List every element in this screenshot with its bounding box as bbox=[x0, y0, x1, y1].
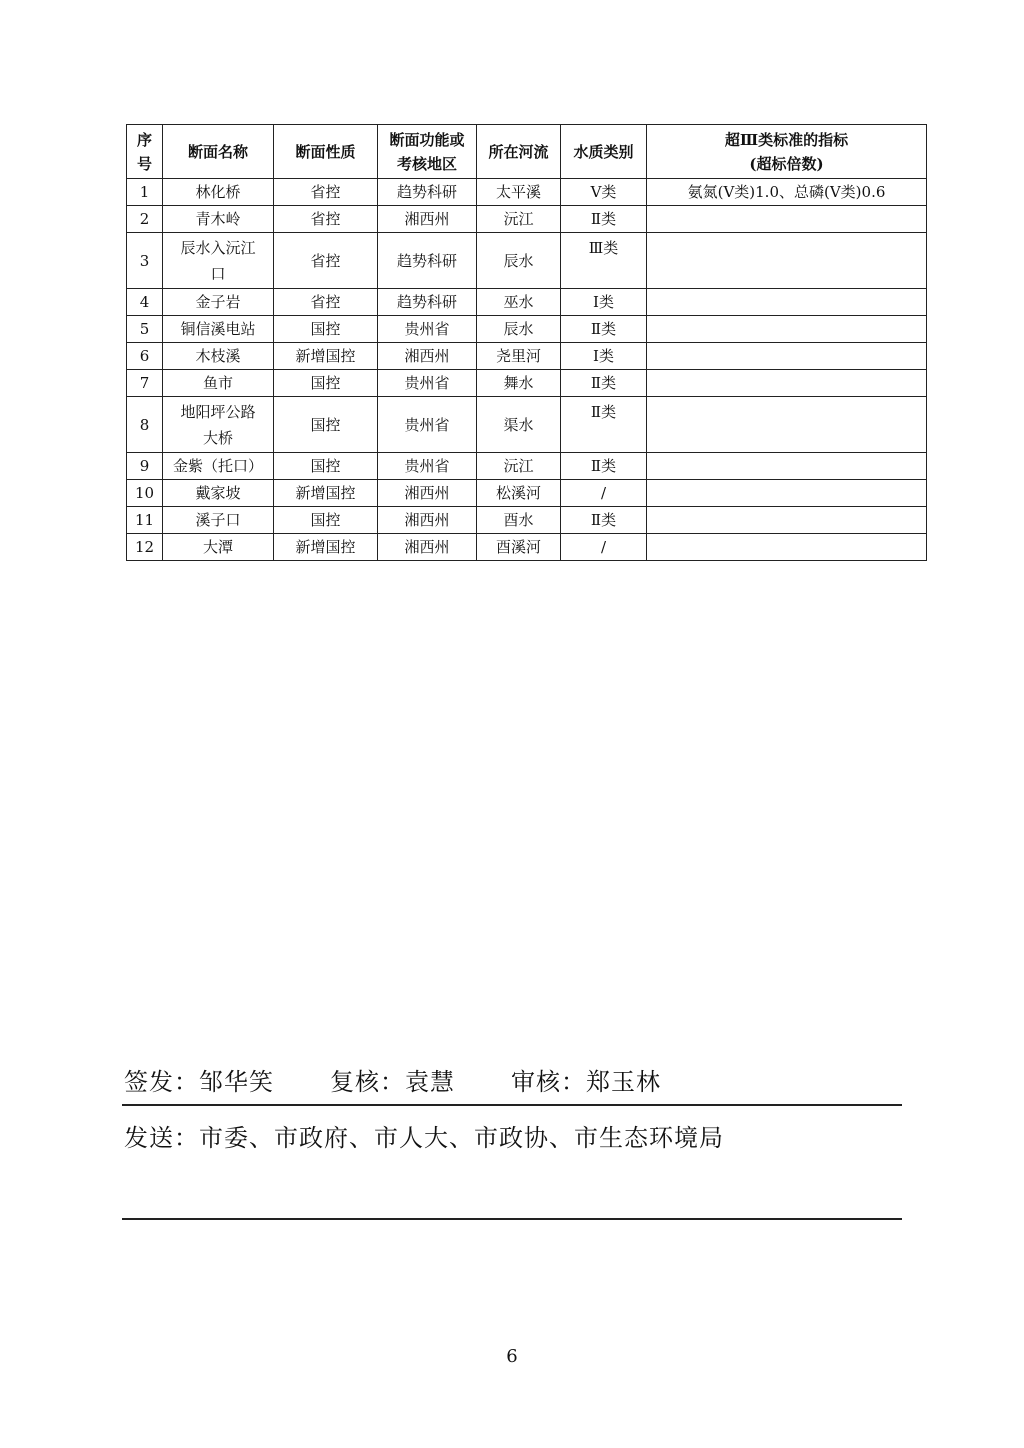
cell-seq: 9 bbox=[127, 453, 163, 480]
cell-nature: 省控 bbox=[274, 233, 378, 289]
header-exceed: 超Ⅲ类标准的指标 (超标倍数) bbox=[647, 125, 927, 179]
cell-name-line: 鱼市 bbox=[202, 374, 233, 392]
cell-exceed bbox=[647, 316, 927, 343]
page-number: 6 bbox=[506, 1346, 518, 1367]
cell-name-line: 金紫（托口） bbox=[172, 457, 263, 475]
cell-river: 巫水 bbox=[477, 289, 561, 316]
cell-class: Ⅱ类 bbox=[561, 507, 647, 534]
cell-nature: 省控 bbox=[274, 289, 378, 316]
cell-function: 贵州省 bbox=[378, 316, 477, 343]
distribution-line bbox=[124, 1118, 724, 1153]
cell-function: 趋势科研 bbox=[378, 289, 477, 316]
cell-name-line: 地阳坪公路 bbox=[180, 402, 256, 421]
cell-nature: 省控 bbox=[274, 206, 378, 233]
cell-function: 湘西州 bbox=[378, 534, 477, 561]
table-row bbox=[127, 453, 927, 480]
cell-name-line: 溪子口 bbox=[195, 511, 241, 529]
cell-name bbox=[163, 397, 274, 453]
table-row bbox=[127, 397, 927, 453]
cell-name-line: 大桥 bbox=[202, 428, 233, 447]
cell-river: 辰水 bbox=[477, 233, 561, 289]
cell-seq: 1 bbox=[127, 179, 163, 206]
cell-seq: 8 bbox=[127, 397, 163, 453]
cell-function: 趋势科研 bbox=[378, 233, 477, 289]
cell-class: Ⅱ类 bbox=[561, 370, 647, 397]
cell-name-line: 木枝溪 bbox=[195, 347, 241, 365]
cell-name bbox=[163, 534, 274, 561]
cell-exceed bbox=[647, 534, 927, 561]
cell-exceed: 氨氮(Ⅴ类)1.0、总磷(Ⅴ类)0.6 bbox=[647, 179, 927, 206]
cell-seq: 11 bbox=[127, 507, 163, 534]
cell-river: 酉溪河 bbox=[477, 534, 561, 561]
cell-river: 酉水 bbox=[477, 507, 561, 534]
auditor-name: 郑玉林 bbox=[586, 1068, 661, 1096]
cell-nature: 国控 bbox=[274, 370, 378, 397]
cell-name-line: 金子岩 bbox=[195, 293, 241, 311]
cell-exceed bbox=[647, 343, 927, 370]
send-label: 发送： bbox=[124, 1124, 199, 1152]
cell-name-line: 铜信溪电站 bbox=[180, 320, 256, 338]
cell-nature: 省控 bbox=[274, 179, 378, 206]
cell-nature: 国控 bbox=[274, 507, 378, 534]
cell-function: 湘西州 bbox=[378, 507, 477, 534]
cell-name-line: 戴家坡 bbox=[195, 484, 241, 502]
signer-label: 签发： bbox=[124, 1068, 199, 1096]
cell-name bbox=[163, 343, 274, 370]
cell-seq: 3 bbox=[127, 233, 163, 289]
cell-nature: 新增国控 bbox=[274, 343, 378, 370]
table-row bbox=[127, 316, 927, 343]
cell-name bbox=[163, 233, 274, 289]
cell-function: 湘西州 bbox=[378, 343, 477, 370]
cell-name bbox=[163, 370, 274, 397]
cell-river: 尧里河 bbox=[477, 343, 561, 370]
cell-name-line: 林化桥 bbox=[195, 183, 241, 201]
cell-function: 湘西州 bbox=[378, 480, 477, 507]
cell-exceed bbox=[647, 480, 927, 507]
cell-class: Ⅱ类 bbox=[561, 206, 647, 233]
signoff-line bbox=[124, 1062, 661, 1097]
header-function: 断面功能或 考核地区 bbox=[378, 125, 477, 179]
table-row bbox=[127, 343, 927, 370]
table-row bbox=[127, 233, 927, 289]
cell-class: Ⅰ类 bbox=[561, 289, 647, 316]
header-seq: 序 号 bbox=[127, 125, 163, 179]
cell-class: Ⅲ类 bbox=[561, 233, 647, 289]
cell-river: 沅江 bbox=[477, 206, 561, 233]
cell-name bbox=[163, 206, 274, 233]
cell-name bbox=[163, 453, 274, 480]
cell-name-line: 青木岭 bbox=[195, 210, 241, 228]
cell-class: Ⅱ类 bbox=[561, 397, 647, 453]
cell-name bbox=[163, 507, 274, 534]
auditor-label: 审核： bbox=[511, 1068, 586, 1096]
reviewer-label: 复核： bbox=[330, 1068, 405, 1096]
cell-function: 趋势科研 bbox=[378, 179, 477, 206]
cell-nature: 国控 bbox=[274, 316, 378, 343]
table-row bbox=[127, 534, 927, 561]
cell-name-line: 大潭 bbox=[202, 538, 233, 556]
cell-seq: 10 bbox=[127, 480, 163, 507]
cell-river: 渠水 bbox=[477, 397, 561, 453]
cell-class: Ⅱ类 bbox=[561, 316, 647, 343]
cell-exceed bbox=[647, 289, 927, 316]
send-recipients: 市委、市政府、市人大、市政协、市生态环境局 bbox=[199, 1124, 724, 1152]
signer-name: 邹华笑 bbox=[199, 1068, 274, 1096]
cell-exceed bbox=[647, 453, 927, 480]
cell-name-line: 口 bbox=[210, 264, 226, 283]
cell-river: 辰水 bbox=[477, 316, 561, 343]
cell-exceed bbox=[647, 233, 927, 289]
cell-name bbox=[163, 179, 274, 206]
cell-seq: 6 bbox=[127, 343, 163, 370]
cell-function: 湘西州 bbox=[378, 206, 477, 233]
cell-class: / bbox=[561, 480, 647, 507]
cell-exceed bbox=[647, 370, 927, 397]
header-nature: 断面性质 bbox=[274, 125, 378, 179]
header-class: 水质类别 bbox=[561, 125, 647, 179]
cell-name bbox=[163, 316, 274, 343]
cell-seq: 2 bbox=[127, 206, 163, 233]
cell-class: Ⅰ类 bbox=[561, 343, 647, 370]
cell-nature: 新增国控 bbox=[274, 534, 378, 561]
header-name: 断面名称 bbox=[163, 125, 274, 179]
table-row bbox=[127, 370, 927, 397]
header-river: 所在河流 bbox=[477, 125, 561, 179]
cell-name bbox=[163, 289, 274, 316]
cell-class: Ⅱ类 bbox=[561, 453, 647, 480]
cell-function: 贵州省 bbox=[378, 453, 477, 480]
table-header-row bbox=[127, 125, 927, 179]
cell-seq: 7 bbox=[127, 370, 163, 397]
reviewer-name: 袁慧 bbox=[405, 1068, 455, 1096]
table-row bbox=[127, 480, 927, 507]
cell-class: / bbox=[561, 534, 647, 561]
cell-name-line: 辰水入沅江 bbox=[180, 238, 256, 257]
cell-nature: 新增国控 bbox=[274, 480, 378, 507]
cell-function: 贵州省 bbox=[378, 397, 477, 453]
cell-nature: 国控 bbox=[274, 453, 378, 480]
divider-bottom bbox=[122, 1218, 902, 1220]
table-body bbox=[127, 179, 927, 561]
table-row bbox=[127, 507, 927, 534]
cell-seq: 5 bbox=[127, 316, 163, 343]
cell-name bbox=[163, 480, 274, 507]
cell-seq: 4 bbox=[127, 289, 163, 316]
cell-exceed bbox=[647, 206, 927, 233]
cell-river: 松溪河 bbox=[477, 480, 561, 507]
table-row bbox=[127, 289, 927, 316]
cell-river: 沅江 bbox=[477, 453, 561, 480]
cell-river: 舞水 bbox=[477, 370, 561, 397]
cell-function: 贵州省 bbox=[378, 370, 477, 397]
cell-river: 太平溪 bbox=[477, 179, 561, 206]
divider-top bbox=[122, 1104, 902, 1106]
cell-class: Ⅴ类 bbox=[561, 179, 647, 206]
table-row bbox=[127, 179, 927, 206]
cell-exceed bbox=[647, 507, 927, 534]
cell-nature: 国控 bbox=[274, 397, 378, 453]
cell-exceed bbox=[647, 397, 927, 453]
cell-seq: 12 bbox=[127, 534, 163, 561]
table-row bbox=[127, 206, 927, 233]
water-quality-table bbox=[126, 124, 927, 561]
